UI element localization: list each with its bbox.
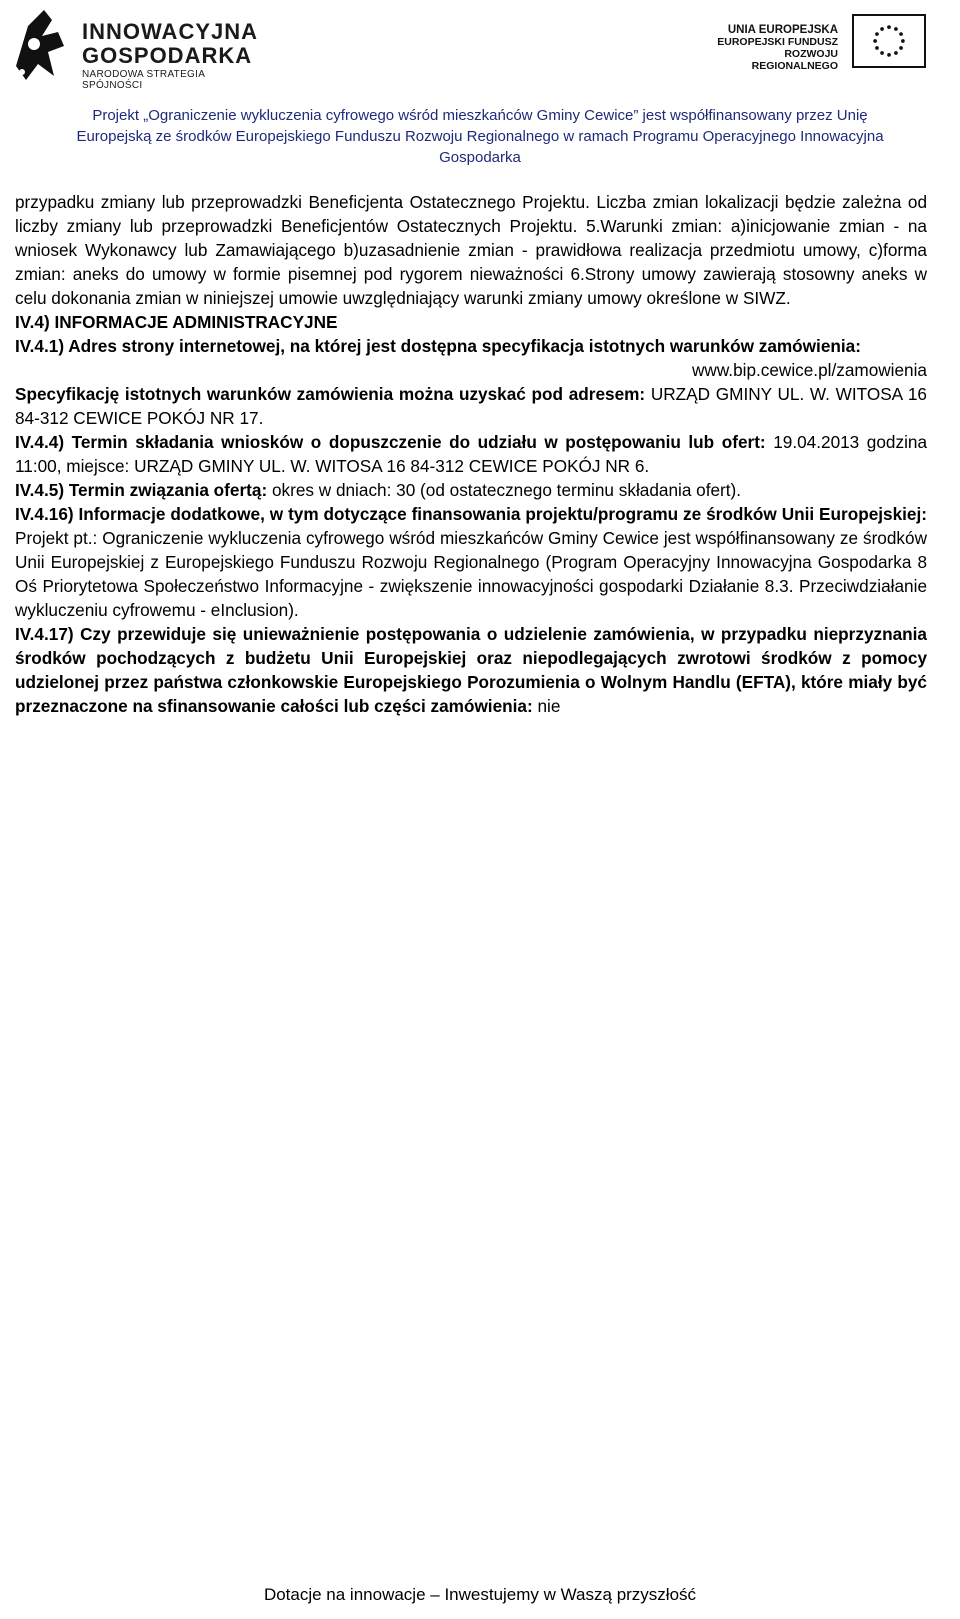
- project-header-line3: Gospodarka: [439, 149, 521, 166]
- innowacyjna-gospodarka-logo: [8, 6, 268, 91]
- iv44-label: IV.4.4) Termin składania wniosków o dopuszczenie do udziału w postępowaniu lub ofert:: [15, 432, 766, 452]
- iv44-value: 19.04.2013 godzina 11:00, miejsce: URZĄD GMINY UL. W. WITOSA 16 84-312 CEWICE POKÓJ NR 6.: [15, 432, 928, 476]
- innowacyjna-gospodarka-emblem-icon: [8, 6, 70, 82]
- iv417-label: IV.4.17) Czy przewiduje się unieważnienie postępowania o udzielenie zamówienia, w przypadku nieprzyznania środków pochodzących z budżetu Unii Europejskiej oraz niepodlegających zwrotowi środków z pomocy udzielonej przez państwa członkowskie Europejskiego Porozumienia o Wolnym Handlu (EFTA), które miały być przeznaczone na sfinansowanie całości lub części zamówienia:: [15, 624, 927, 716]
- eu-logo: [706, 14, 926, 74]
- section-heading: IV.4) INFORMACJE ADMINISTRACYJNE: [15, 312, 338, 332]
- iv45-label: IV.4.5) Termin związania ofertą:: [15, 480, 268, 500]
- iv41-link[interactable]: www.bip.cewice.pl/zamowienia: [692, 360, 927, 380]
- document-body: [15, 190, 927, 718]
- iv45-value: okres w dniach: 30 (od ostatecznego terminu składania ofert).: [271, 480, 742, 500]
- logo-text-line3: NARODOWA STRATEGIA SPÓJNOŚCI: [82, 69, 205, 91]
- project-header-line2: Europejską ze środków Europejskiego Funduszu Rozwoju Regionalnego w ramach Programu Operacyjnego Innowacyjna: [76, 128, 884, 145]
- iv417-value: nie: [537, 696, 561, 716]
- eu-logo-line1: UNIA EUROPEJSKA: [727, 24, 838, 36]
- paragraph-changes: przypadku zmiany lub przeprowadzki Beneficjenta Ostatecznego Projektu. Liczba zmian lokalizacji będzie zależna od liczby zmiany lub przeprowadzki Beneficjentów Ostatecznych Projektu. 5.Warunki zmian: a)inicjowanie zmian - na wniosek Wykonawcy lub Zamawiającego b)uzasadnienie zmian - prawidłowa realizacja przedmiotu umowy, c)forma zmian: aneks do umowy w formie pisemnej pod rygorem nieważności 6.Strony umowy zawierają stosowny aneks w celu dokonania zmian w niniejszej umowie uwzględniający warunki zmiany umowy określone w SIWZ.: [15, 192, 927, 308]
- eu-logo-text: [706, 24, 838, 72]
- eu-logo-line2: EUROPEJSKI FUNDUSZ: [717, 36, 838, 48]
- iv416-label: IV.4.16) Informacje dodatkowe, w tym dotyczące finansowania projektu/programu ze środków Unii Europejskiej:: [15, 504, 927, 524]
- iv41-label: IV.4.1) Adres strony internetowej, na której jest dostępna specyfikacja istotnych warunków zamówienia:: [15, 336, 861, 356]
- logo-text-line1: INNOWACYJNA: [82, 19, 259, 44]
- spec-value: URZĄD GMINY UL. W. WITOSA 16 84-312 CEWICE POKÓJ NR 17.: [15, 384, 927, 428]
- footer-slogan: Dotacje na innowacje – Inwestujemy w Waszą przyszłość: [263, 1585, 697, 1604]
- eu-flag-icon: [852, 14, 926, 68]
- project-header: [20, 105, 940, 168]
- logo-text-line2: GOSPODARKA: [82, 43, 253, 68]
- eu-logo-line3: ROZWOJU REGIONALNEGO: [751, 48, 838, 72]
- project-header-line1: Projekt „Ograniczenie wykluczenia cyfrowego wśród mieszkańców Gminy Cewice” jest współfinansowany przez Unię: [92, 107, 868, 124]
- iv416-value: Projekt pt.: Ograniczenie wykluczenia cyfrowego wśród mieszkańców Gminy Cewice jest współfinansowany ze środków Unii Europejskiej z Europejskiego Funduszu Rozwoju Regionalnego (Program Operacyjny Innowacyjna Gospodarka 8 Oś Priorytetowa Społeczeństwo Informacyjne - zwiększenie innowacyjności gospodarki Działanie 8.3. Przeciwdziałanie wykluczeniu cyfrowemu - eInclusion).: [15, 528, 927, 620]
- spec-label: Specyfikację istotnych warunków zamówienia można uzyskać pod adresem:: [15, 384, 646, 404]
